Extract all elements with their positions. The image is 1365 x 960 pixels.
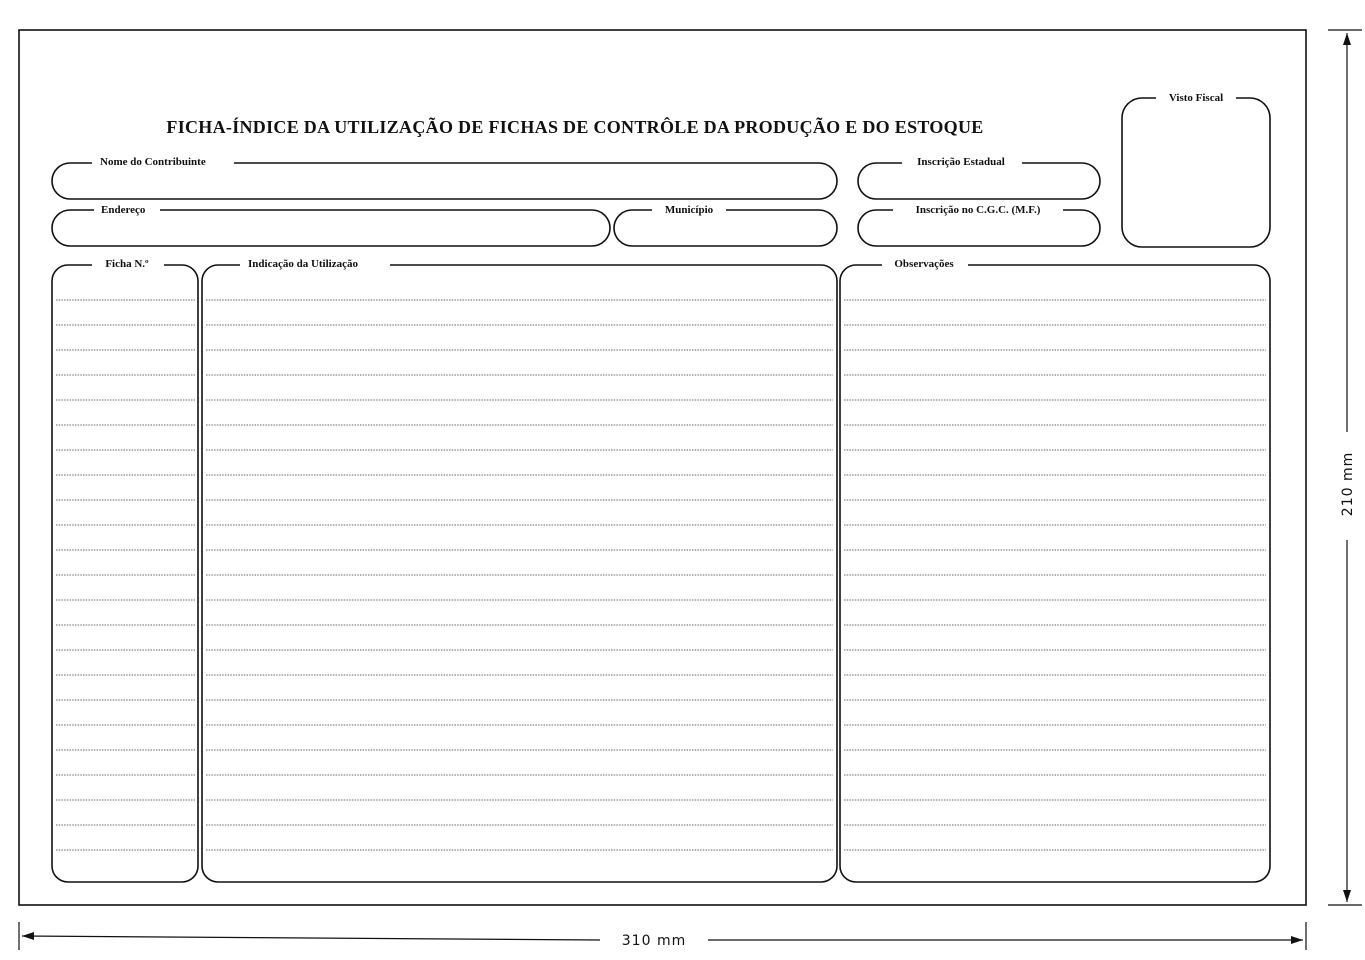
inscricao-cgc-label: Inscrição no C.G.C. (M.F.) <box>915 204 1041 216</box>
ficha-no-rules <box>56 300 195 850</box>
form-title: FICHA-ÍNDICE DA UTILIZAÇÃO DE FICHAS DE CONTRÔLE DA PRODUÇÃO E DO ESTOQUE <box>166 117 984 137</box>
observacoes-label: Observações <box>894 258 954 270</box>
inscricao-cgc-field[interactable] <box>858 202 1100 246</box>
nome-do-contribuinte-field[interactable] <box>52 155 837 199</box>
width-label: 310 mm <box>621 933 687 949</box>
indicacao-label: Indicação da Utilização <box>248 258 358 270</box>
indicacao-column[interactable] <box>202 257 837 882</box>
municipio-field[interactable] <box>614 202 837 246</box>
ficha-no-column[interactable] <box>52 257 198 882</box>
width-dimension <box>19 922 1306 950</box>
inscricao-estadual-label: Inscrição Estadual <box>917 156 1005 168</box>
inscricao-estadual-field[interactable] <box>858 155 1100 199</box>
observacoes-column[interactable] <box>840 257 1270 882</box>
height-dimension <box>1328 30 1362 905</box>
indicacao-rules <box>206 300 833 850</box>
observacoes-rules <box>844 300 1266 850</box>
nome-do-contribuinte-label: Nome do Contribuinte <box>100 156 206 168</box>
endereco-label: Endereço <box>101 204 146 216</box>
ficha-no-label: Ficha N.º <box>105 258 149 270</box>
endereco-field[interactable] <box>52 202 610 246</box>
visto-fiscal-box[interactable] <box>1122 90 1270 247</box>
visto-fiscal-label: Visto Fiscal <box>1168 92 1224 104</box>
municipio-label: Município <box>664 204 714 216</box>
height-label: 210 mm <box>1340 451 1356 517</box>
